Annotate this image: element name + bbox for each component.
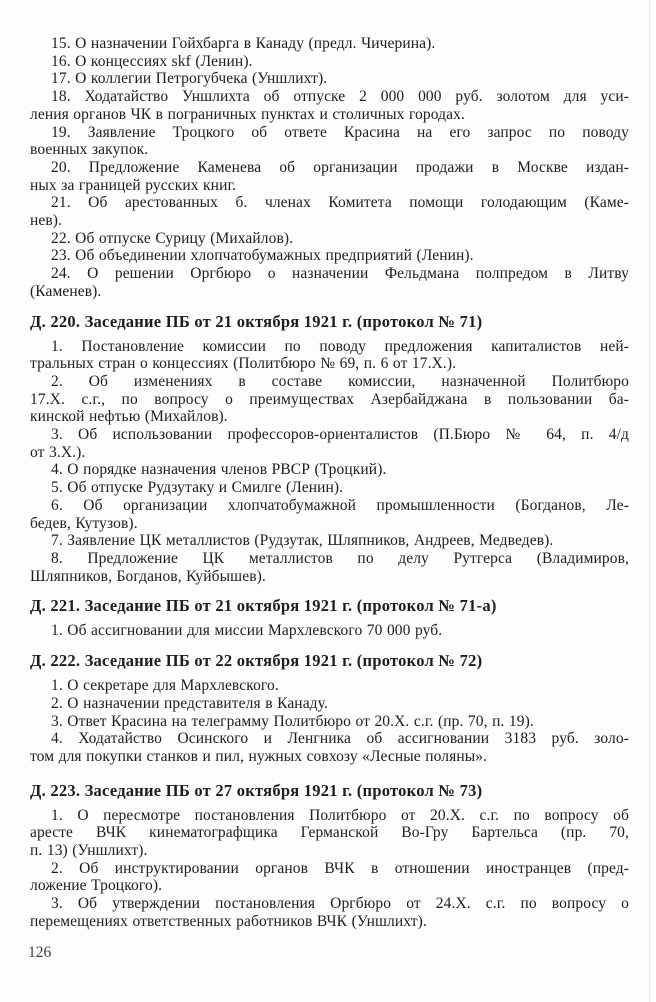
agenda-item [30, 338, 629, 373]
text-line: кинской нефтью (Михайлов). [30, 408, 228, 426]
text-line: Шляпников, Богданов, Куйбышев). [30, 567, 266, 585]
agenda-item [30, 159, 629, 194]
text-line: 1. Об ассигновании для миссии Мархлевского 70 000 руб. [51, 622, 443, 640]
agenda-item [30, 677, 629, 695]
scan-edge-artifact [649, 0, 650, 1002]
text-line: 3. Об использовании профессоров-ориенталистов (П.Бюро № 64, п. 4/д [51, 426, 629, 444]
text-line: п. 13) (Уншлихт). [30, 842, 148, 860]
text-line: 15. О назначении Гойхбарга в Канаду (предл. Чичерина). [51, 35, 436, 52]
text-line: 3. Ответ Красина на телеграмму Политбюро от 20.X. с.г. (пр. 70, п. 19). [51, 712, 534, 730]
text-line: аресте ВЧК кинематографщика Германской Во-Гру Бартельса (пр. 70, [30, 824, 629, 842]
agenda-item [30, 479, 629, 497]
text-line: 1. О секретаре для Мархлевского. [51, 677, 279, 695]
agenda-item [30, 461, 629, 479]
text-line: 3. Об утверждении постановления Оргбюро от 24.X. с.г. по вопросу о [51, 895, 629, 913]
text-line: нев). [30, 212, 63, 230]
agenda-item [30, 230, 629, 248]
agenda-item [30, 124, 629, 159]
agenda-continuation [30, 35, 629, 301]
text-line: 8. Предложение ЦК металлистов по делу Рутгерса (Владимиров, [51, 549, 629, 567]
agenda-item [30, 730, 629, 765]
text-line: 5. Об отпуске Рудзутаку и Смилге (Ленин). [51, 479, 344, 497]
agenda-item [30, 265, 629, 300]
text-line: том для покупки станков и пил, нужных совхозу «Лесные поляны». [30, 747, 488, 765]
text-line: 24. О решении Оргбюро о назначении Фельдмана полпредом в Литву [51, 265, 629, 283]
text-line: бедев, Кутузов). [30, 514, 138, 532]
section-heading-d221: Д. 221. Заседание ПБ от 21 октября 1921 г. (протокол № 71-а) [30, 596, 497, 616]
text-line: 23. Об объединении хлопчатобумажных предприятий (Ленин). [51, 247, 474, 265]
section-d223 [30, 779, 629, 931]
agenda-item [30, 713, 629, 731]
agenda-item [30, 247, 629, 265]
agenda-item [30, 88, 629, 123]
text-line: 7. Заявление ЦК металлистов (Рудзутак, Шляпников, Андреев, Медведев). [51, 532, 554, 550]
text-line: от 3.X.). [30, 443, 86, 461]
agenda-item [30, 807, 629, 860]
text-line: 2. Об инструктировании органов ВЧК в отношении иностранцев (пред- [51, 859, 629, 877]
agenda-item [30, 194, 629, 229]
text-line: 22. Об отпуске Сурицу (Михайлов). [51, 229, 294, 247]
text-line: 17. О коллегии Петрогубчека (Уншлихт). [51, 70, 328, 88]
text-line: 2. Об изменениях в составе комиссии, назначенной Политбюро [51, 372, 629, 390]
text-line: 20. Предложение Каменева об организации продажи в Москве издан- [51, 158, 629, 176]
text-line: 19. Заявление Троцкого об ответе Красина на его запрос по поводу [51, 123, 629, 141]
text-line: перемещениях ответственных работников ВЧК (Уншлихт). [30, 912, 427, 930]
section-d222 [30, 649, 629, 766]
agenda-item [30, 895, 629, 930]
section-heading-d223: Д. 223. Заседание ПБ от 27 октября 1921 г. (протокол № 73) [30, 780, 483, 800]
text-line: 17.X. с.г., по вопросу о преимуществах Азербайджана в пользовании ба- [30, 390, 629, 408]
text-line: 1. О пересмотре постановления Политбюро от 20.X. с.г. по вопросу об [51, 806, 629, 824]
text-line: (Каменев). [30, 282, 102, 300]
page-number: 126 [28, 944, 52, 961]
text-line: 2. О назначении представителя в Канаду. [51, 694, 328, 712]
agenda-item [30, 860, 629, 895]
agenda-item [30, 497, 629, 532]
agenda-item [30, 426, 629, 461]
text-line: ных за границей русских книг. [30, 176, 237, 194]
text-line: 16. О концессиях skf (Ленин). [51, 52, 253, 70]
text-line: ложение Троцкого). [30, 877, 163, 895]
agenda-item [30, 53, 629, 71]
text-line: ления органов ЧК в пограничных пунктах и столичных городах. [30, 105, 465, 123]
text-line: 1. Постановление комиссии по поводу предложения капиталистов ней- [51, 337, 629, 355]
text-line: 18. Ходатайство Уншлихта об отпуске 2 000 000 руб. золотом для уси- [51, 88, 629, 106]
agenda-item [30, 695, 629, 713]
agenda-item [30, 532, 629, 550]
agenda-item [30, 622, 629, 640]
agenda-item [30, 373, 629, 426]
section-d221 [30, 594, 629, 640]
text-line: 6. Об организации хлопчатобумажной промышленности (Богданов, Ле- [51, 496, 629, 514]
agenda-item [30, 35, 629, 53]
text-line: тральных стран о концессиях (Политбюро № 69, п. 6 от 17.X.). [30, 355, 457, 373]
text-line: 4. Ходатайство Осинского и Ленгника об ассигновании 3183 руб. золо- [51, 730, 629, 748]
agenda-item [30, 550, 629, 585]
section-heading-d220: Д. 220. Заседание ПБ от 21 октября 1921 г. (протокол № 71) [30, 311, 483, 331]
section-d220 [30, 310, 629, 586]
agenda-item [30, 70, 629, 88]
section-heading-d222: Д. 222. Заседание ПБ от 22 октября 1921 г. (протокол № 72) [30, 651, 483, 671]
text-line: 21. Об арестованных б. членах Комитета помощи голодающим (Каме- [51, 194, 629, 212]
text-line: 4. О порядке назначения членов РВСР (Троцкий). [51, 461, 387, 479]
text-line: военных закупок. [30, 141, 149, 159]
